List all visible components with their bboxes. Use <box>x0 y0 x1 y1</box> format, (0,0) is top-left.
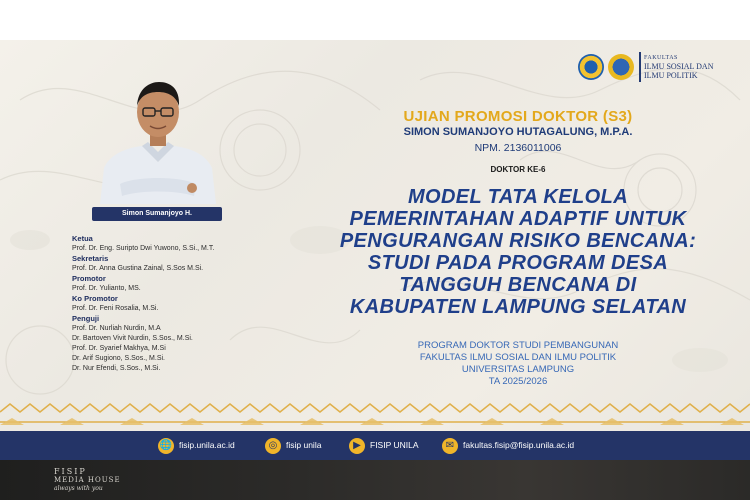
program-line: TA 2025/2026 <box>488 376 548 387</box>
person-portrait <box>96 76 220 204</box>
instagram-icon: ◎ <box>265 438 281 454</box>
email-contact[interactable] <box>442 438 602 454</box>
committee-role: Sekretaris <box>72 254 109 263</box>
candidate-full-name: SIMON SUMANJOYO HUTAGALUNG, M.P.A. <box>403 126 633 138</box>
faculty-name-line: ILMU SOSIAL DAN <box>644 62 714 71</box>
instagram-contact[interactable] <box>265 438 340 454</box>
title-line: PEMERINTAHAN ADAPTIF UNTUK <box>349 208 687 230</box>
doctor-sequence: DOKTOR KE-6 <box>490 165 546 174</box>
program-line: FAKULTAS ILMU SOSIAL DAN ILMU POLITIK <box>419 352 617 363</box>
website-contact[interactable] <box>158 438 263 454</box>
committee-member: Dr. Bartoven Vivit Nurdin, S.Sos., M.Si. <box>72 335 193 342</box>
faculty-logo-group <box>578 50 748 84</box>
committee-member: Prof. Dr. Feni Rosalia, M.Si. <box>72 305 159 312</box>
title-line: KABUPATEN LAMPUNG SELATAN <box>349 296 687 318</box>
program-info <box>352 340 684 388</box>
youtube-icon: ▶ <box>349 438 365 454</box>
email-label: fakultas.fisip@fisip.unila.ac.id <box>463 440 575 450</box>
committee-role: Promotor <box>72 274 106 283</box>
youtube-contact[interactable] <box>349 438 429 454</box>
university-logo <box>578 54 604 80</box>
committee-role: Penguji <box>72 314 100 323</box>
website-label: fisip.unila.ac.id <box>179 440 235 450</box>
committee-member: Dr. Arif Sugiono, S.Sos., M.Si. <box>72 355 165 362</box>
student-number: NPM. 2136011006 <box>474 142 562 154</box>
globe-icon: 🌐 <box>158 438 174 454</box>
media-house-watermark <box>54 467 154 493</box>
committee-member: Prof. Dr. Eng. Suripto Dwi Yuwono, S.Si., M.T. <box>72 245 215 252</box>
watermark-line: FISIP <box>54 467 87 476</box>
title-line: STUDI PADA PROGRAM DESA <box>367 252 669 274</box>
candidate-name-tag: Simon Sumanjoyo H. <box>92 207 222 221</box>
committee-member: Prof. Dr. Yulianto, MS. <box>72 285 141 292</box>
committee-member: Prof. Dr. Anna Gustina Zainal, S.Sos M.Si. <box>72 265 204 272</box>
institution-logo <box>608 54 634 80</box>
committee-member: Dr. Nur Efendi, S.Sos., M.Si. <box>72 365 161 372</box>
exam-type-heading: UJIAN PROMOSI DOKTOR (S3) <box>403 108 633 125</box>
dissertation-title <box>318 186 718 318</box>
candidate-photo <box>96 76 220 204</box>
examination-committee <box>72 234 302 374</box>
title-line: PENGURANGAN RISIKO BENCANA: <box>339 230 697 252</box>
program-line: PROGRAM DOKTOR STUDI PEMBANGUNAN <box>417 340 619 351</box>
title-line: TANGGUH BENCANA DI <box>399 274 637 296</box>
committee-role: Ketua <box>72 234 93 243</box>
faculty-label: FAKULTAS <box>644 55 678 61</box>
watermark-tagline: always with you <box>54 485 103 492</box>
faculty-name <box>644 54 713 80</box>
program-line: UNIVERSITAS LAMPUNG <box>461 364 575 375</box>
faculty-name-line: ILMU POLITIK <box>644 71 698 80</box>
instagram-label: fisip unila <box>286 440 322 450</box>
top-white-band <box>0 0 750 40</box>
watermark-line: MEDIA HOUSE <box>54 476 121 484</box>
email-icon: ✉ <box>442 438 458 454</box>
youtube-label: FISIP UNILA <box>370 440 419 450</box>
committee-role: Ko Promotor <box>72 294 118 303</box>
logo-divider <box>639 52 641 82</box>
committee-member: Prof. Dr. Nurliah Nurdin, M.A <box>72 325 161 332</box>
title-line: MODEL TATA KELOLA <box>407 186 629 208</box>
committee-member: Prof. Dr. Syarief Makhya, M.Si <box>72 345 166 352</box>
